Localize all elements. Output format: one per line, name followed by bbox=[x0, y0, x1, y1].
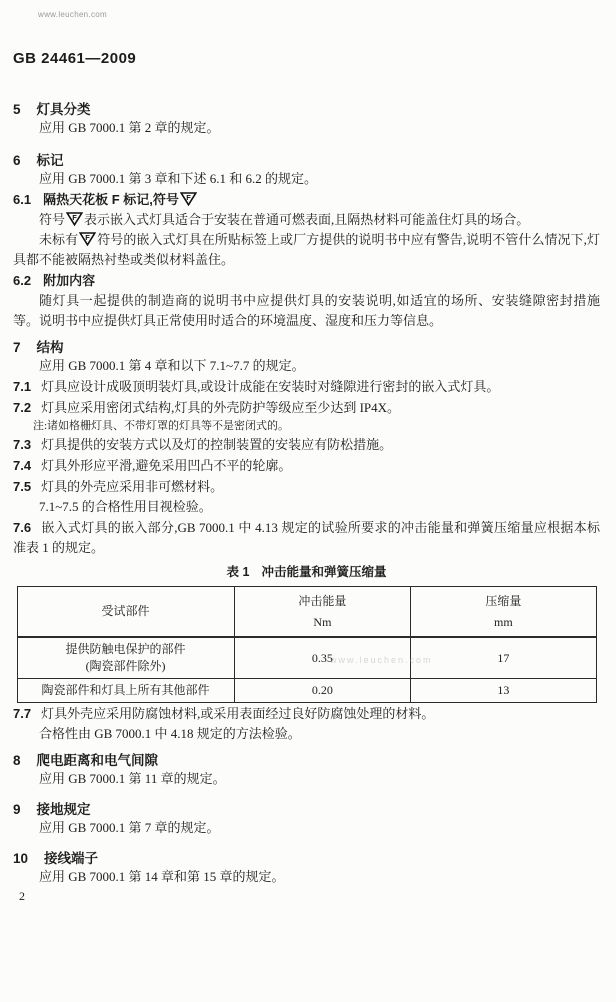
cell-impact-energy: 0.35 bbox=[234, 637, 411, 679]
clause-7-3 bbox=[13, 435, 600, 455]
table-title: 冲击能量和弹簧压缩量 bbox=[261, 565, 387, 579]
cell-text: 提供防触电保护的部件 bbox=[65, 642, 186, 656]
clause-7-1 bbox=[13, 377, 600, 397]
chapter-number: 7 bbox=[13, 340, 21, 355]
chapter-7-heading bbox=[13, 339, 600, 356]
cell-tested-part bbox=[17, 637, 234, 679]
chapter-number: 8 bbox=[13, 753, 21, 768]
site-watermark: www.leuchen.com bbox=[38, 10, 107, 19]
clause-number: 6.2 bbox=[13, 273, 32, 288]
chapter-title: 接地规定 bbox=[36, 802, 91, 817]
clause-text: 灯具外壳应采用防腐蚀材料,或采用表面经过良好防腐蚀处理的材料。 bbox=[41, 706, 435, 721]
clause-7-7 bbox=[13, 704, 600, 724]
clause-number: 7.7 bbox=[13, 706, 32, 721]
chapter-5-heading bbox=[13, 101, 600, 118]
cell-compression: 13 bbox=[411, 679, 596, 703]
table-row bbox=[17, 679, 596, 703]
clause-6-2-heading bbox=[13, 271, 600, 291]
chapter-9-paragraph: 应用 GB 7000.1 第 7 章的规定。 bbox=[39, 820, 220, 835]
chapter-8-heading bbox=[13, 752, 600, 769]
clause-6-1-paragraph-1 bbox=[13, 210, 600, 230]
cell-text: (陶瓷部件除外) bbox=[85, 659, 166, 673]
chapter-title: 标记 bbox=[36, 153, 64, 168]
clause-text: 灯具外形应平滑,避免采用凹凸不平的轮廓。 bbox=[41, 458, 292, 473]
clause-number: 7.4 bbox=[13, 458, 32, 473]
clause-7-2-note: 注:诸如格栅灯具、不带灯罩的灯具等不是密闭式的。 bbox=[33, 420, 290, 432]
unit-text: Nm bbox=[313, 615, 332, 629]
chapter-number: 5 bbox=[13, 102, 21, 117]
cell-compression: 17 bbox=[411, 637, 596, 679]
chapter-10-heading bbox=[13, 850, 600, 867]
chapter-number: 6 bbox=[13, 153, 21, 168]
cell-text: 陶瓷部件和灯具上所有其他部件 bbox=[41, 683, 210, 697]
impact-energy-table bbox=[17, 586, 597, 703]
chapter-6-heading bbox=[13, 152, 600, 169]
clause-6-2-paragraph: 随灯具一起提供的制造商的说明书中应提供灯具的安装说明,如适宜的场所、安装缝隙密封措施等。说明书中应提供灯具正常使用时适合的环境温度、湿度和压力等信息。 bbox=[13, 293, 600, 328]
text-segment: 未标有 bbox=[39, 232, 79, 247]
clause-7-2 bbox=[13, 398, 600, 418]
header-text: 受试部件 bbox=[101, 604, 150, 618]
text-segment: 符号 bbox=[39, 212, 66, 227]
clause-7-5 bbox=[13, 477, 600, 497]
f-mark-triangle-icon bbox=[66, 212, 83, 226]
clause-number: 6.1 bbox=[13, 192, 32, 207]
clause-7-6 bbox=[13, 518, 600, 558]
table-row bbox=[17, 637, 596, 679]
header-impact-energy bbox=[234, 587, 411, 638]
clause-7-7-conformity: 合格性由 GB 7000.1 中 4.18 规定的方法检验。 bbox=[39, 726, 301, 741]
chapter-title: 结构 bbox=[36, 340, 64, 355]
svg-text:F: F bbox=[72, 213, 77, 223]
header-text: 压缩量 bbox=[485, 594, 522, 608]
chapter-8-paragraph: 应用 GB 7000.1 第 11 章的规定。 bbox=[39, 771, 226, 786]
text-segment: 符号的嵌入式灯具在所贴标签上或厂方提供的说明书中应有警告,说明不管什么情况下,灯具都不能被隔热衬垫或类似材料盖住。 bbox=[13, 232, 600, 267]
clause-7-4 bbox=[13, 456, 600, 476]
clause-number: 7.2 bbox=[13, 400, 32, 415]
f-mark-triangle-icon bbox=[79, 232, 96, 246]
faint-table-watermark: www.leuchen.com bbox=[330, 655, 433, 665]
clause-text: 灯具提供的安装方式以及灯的控制装置的安装应有防松措施。 bbox=[41, 437, 393, 452]
text-segment: 表示嵌入式灯具适合于安装在普通可燃表面,且隔热材料可能盖住灯具的场合。 bbox=[84, 212, 530, 227]
chapter-7-paragraph: 应用 GB 7000.1 第 4 章和以下 7.1~7.7 的规定。 bbox=[39, 358, 305, 373]
header-text: 冲击能量 bbox=[298, 594, 347, 608]
clause-7-5-conformity: 7.1~7.5 的合格性用目视检验。 bbox=[39, 499, 212, 514]
f-mark-triangle-icon bbox=[180, 192, 197, 206]
clause-number: 7.5 bbox=[13, 479, 32, 494]
cell-tested-part bbox=[17, 679, 234, 703]
clause-number: 7.6 bbox=[13, 520, 32, 535]
cell-impact-energy: 0.20 bbox=[234, 679, 411, 703]
clause-text: 灯具应采用密闭式结构,灯具的外壳防护等级应至少达到 IP4X。 bbox=[41, 400, 401, 415]
chapter-title: 接线端子 bbox=[44, 851, 99, 866]
header-compression bbox=[411, 587, 596, 638]
unit-text: mm bbox=[494, 615, 513, 629]
clause-number: 7.3 bbox=[13, 437, 32, 452]
clause-title: 隔热天花板 F 标记,符号 bbox=[43, 192, 179, 207]
table-1-caption bbox=[13, 564, 600, 581]
clause-6-1-paragraph-2 bbox=[13, 230, 600, 270]
clause-text: 灯具应设计成吸顶明装灯具,或设计成能在安装时对缝隙进行密封的嵌入式灯具。 bbox=[41, 379, 500, 394]
clause-6-1-heading bbox=[13, 190, 600, 210]
table-header-row bbox=[17, 587, 596, 638]
header-tested-part bbox=[17, 587, 234, 638]
chapter-title: 爬电距离和电气间隙 bbox=[36, 753, 159, 768]
chapter-6-paragraph: 应用 GB 7000.1 第 3 章和下述 6.1 和 6.2 的规定。 bbox=[39, 171, 318, 186]
chapter-5-paragraph: 应用 GB 7000.1 第 2 章的规定。 bbox=[39, 120, 220, 135]
clause-number: 7.1 bbox=[13, 379, 32, 394]
clause-text: 嵌入式灯具的嵌入部分,GB 7000.1 中 4.13 规定的试验所要求的冲击能量和弹簧压缩量应根据本标准表 1 的规定。 bbox=[13, 520, 600, 555]
page-number: 2 bbox=[19, 889, 25, 903]
chapter-number: 10 bbox=[13, 851, 29, 866]
clause-title: 附加内容 bbox=[43, 273, 96, 288]
svg-text:F: F bbox=[186, 193, 191, 203]
svg-text:F: F bbox=[85, 233, 90, 243]
clause-text: 灯具的外壳应采用非可燃材料。 bbox=[41, 479, 224, 494]
chapter-number: 9 bbox=[13, 802, 21, 817]
chapter-9-heading bbox=[13, 801, 600, 818]
table-label: 表 1 bbox=[226, 565, 250, 579]
standard-number: GB 24461—2009 bbox=[13, 50, 137, 67]
chapter-title: 灯具分类 bbox=[36, 102, 91, 117]
chapter-10-paragraph: 应用 GB 7000.1 第 14 章和第 15 章的规定。 bbox=[39, 869, 285, 884]
